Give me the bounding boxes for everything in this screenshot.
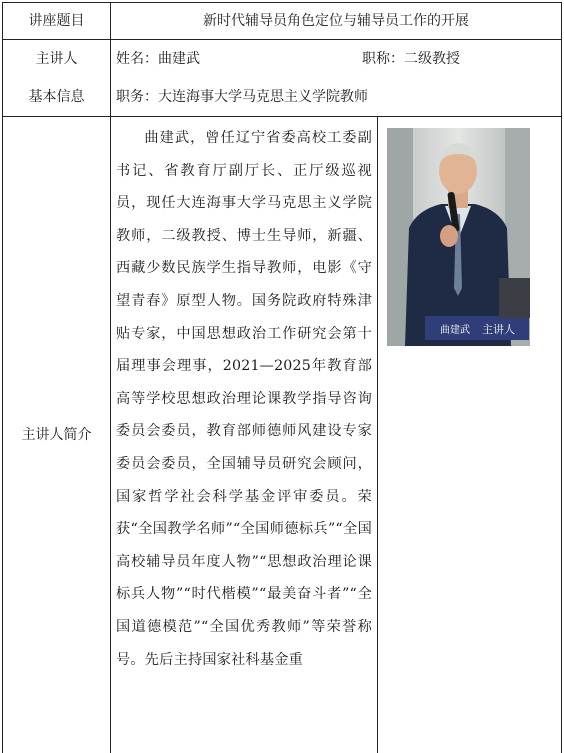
- lecture-title: 新时代辅导员角色定位与辅导员工作的开展: [203, 13, 469, 29]
- speaker-title-field: [362, 48, 460, 68]
- nameplate-name: 曲建武: [440, 325, 470, 336]
- table-row-divider: [2, 116, 562, 117]
- speaker-info-label-line2: 基本信息: [28, 89, 85, 105]
- position-label: 职务：: [116, 89, 158, 105]
- nameplate-role: 主讲人: [482, 323, 515, 336]
- table-column-divider: [110, 2, 111, 753]
- speaker-name: 曲建武: [158, 51, 200, 67]
- speaker-position-field: [116, 86, 368, 106]
- lecture-topic-label: 讲座题目: [28, 13, 85, 29]
- title-label: 职称：: [362, 51, 404, 67]
- speaker-photo: [387, 128, 530, 346]
- speaker-name-field: [116, 48, 200, 68]
- table-border-right: [561, 2, 562, 753]
- speaker-bio: [116, 122, 372, 676]
- speaker-info-label-line1: 主讲人: [35, 51, 78, 67]
- table-row-divider: [2, 39, 562, 40]
- name-label: 姓名：: [116, 51, 158, 67]
- table-border-left: [2, 2, 3, 753]
- speaker-photo-illustration: [387, 128, 530, 346]
- speaker-bio-text: 曲建武，曾任辽宁省委高校工委副书记、省教育厅副厅长、正厅级巡视员，现任大连海事大学马克思主义学院教师，二级教授、博士生导师，新疆、西藏少数民族学生指导教师，电影《守望青春》原型人物。国务院政府特殊津贴专家，中国思想政治工作研究会第十届理事会理事，2021—2025年教育部高等学校思想政治理论课教学指导咨询委员会委员，教育部师德师风建设专家委员会委员，全国辅导员研究会顾问，国家哲学社会科学基金评审委员。荣获“全国教学名师”“全国师德标兵”“全国高校辅导员年度人物”“思想政治理论课标兵人物”“时代楷模”“最美奋斗者”“全国道德模范”“全国优秀教师”等荣誉称号。先后主持国家社科基金重: [116, 130, 372, 668]
- speaker-title: 二级教授: [404, 51, 460, 67]
- speaker-bio-label: 主讲人简介: [21, 427, 92, 443]
- table-border-top: [2, 2, 562, 3]
- speaker-position: 大连海事大学马克思主义学院教师: [158, 89, 368, 105]
- table-column-divider: [377, 116, 378, 753]
